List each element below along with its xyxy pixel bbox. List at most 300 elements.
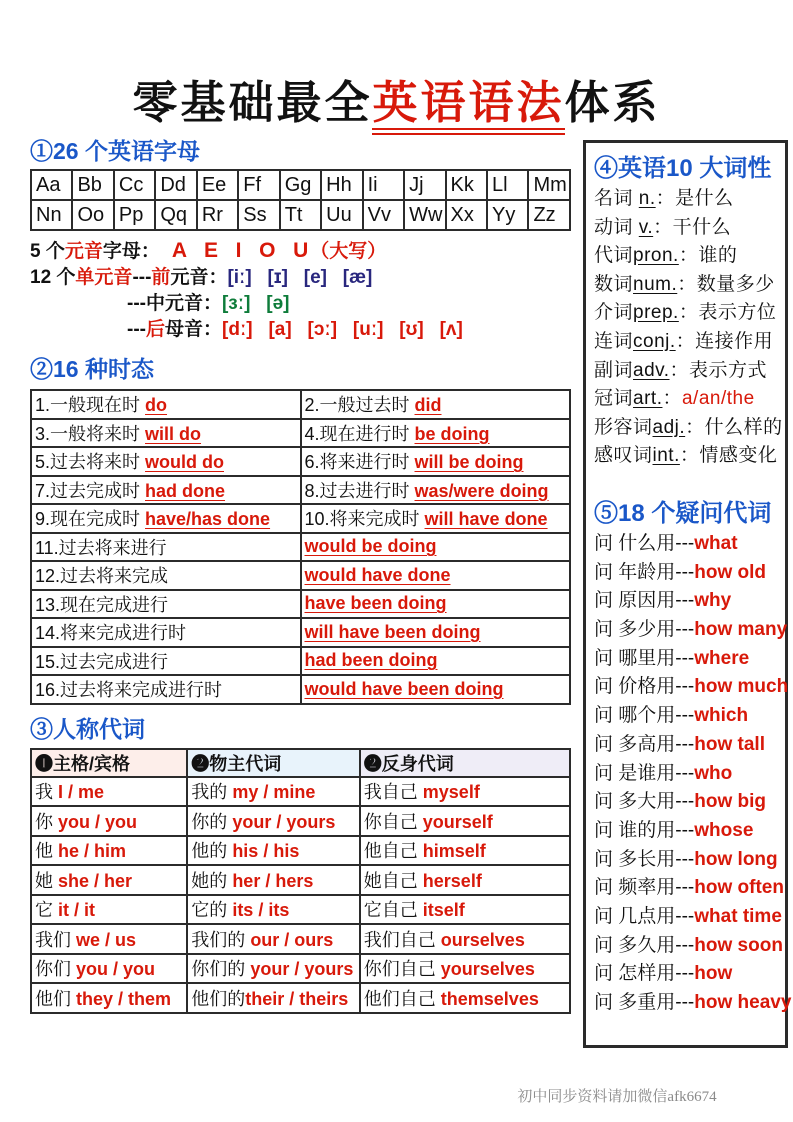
pronoun-zh: 他们自己: [363, 988, 441, 1009]
q-zh: 问 多长用---: [594, 848, 695, 870]
pronoun-en: itself: [422, 900, 465, 921]
list-item: [594, 645, 781, 674]
pronoun-en: his / his: [232, 841, 300, 862]
pronoun-en: yourself: [422, 811, 493, 832]
table-row: [31, 983, 570, 1013]
list-item: [594, 530, 781, 559]
list-item: [594, 846, 781, 875]
alphabet-cell: Xx: [446, 200, 487, 230]
pronoun-en: themselves: [440, 988, 539, 1009]
table-row: [31, 533, 570, 562]
pronoun-cell: [31, 806, 187, 836]
table-row: [31, 924, 570, 954]
alphabet-cell: Jj: [404, 170, 445, 200]
table-row: [31, 895, 570, 925]
alphabet-cell: Bb: [72, 170, 113, 200]
pos-zh: 名词: [594, 188, 639, 209]
pronoun-en: ourselves: [440, 929, 525, 950]
pronoun-zh: 她的: [191, 870, 233, 891]
pronoun-header-subject: ❶主格/宾格: [31, 749, 187, 777]
tense-form: had done: [145, 480, 226, 501]
pronoun-cell: [360, 806, 570, 836]
pos-abbr: num.: [633, 273, 678, 295]
pos-abbr: pron.: [633, 245, 679, 267]
list-item: [594, 731, 781, 760]
q-en: how often: [694, 877, 784, 899]
list-item: [594, 214, 781, 243]
back-vowel-sounds: [dː] [a] [ɔː] [uː] [ʊ] [ʌ]: [222, 319, 463, 340]
q-en: how big: [694, 791, 767, 813]
list-item: [594, 903, 781, 932]
vowel-label: 字母：: [102, 241, 160, 262]
pos-abbr: adv.: [633, 359, 670, 381]
q-en: how old: [694, 561, 767, 583]
pronoun-en: I / me: [58, 782, 105, 803]
pronoun-cell: [360, 777, 570, 807]
alphabet-row-2: [31, 200, 570, 230]
monophthong-front-line: [30, 265, 571, 291]
front-label: 元音：: [170, 267, 228, 288]
alphabet-cell: Mm: [528, 170, 570, 200]
q-zh: 问 什么用---: [594, 532, 695, 554]
tense-label: 1.一般现在时: [35, 395, 146, 416]
tense-form: will do: [145, 423, 202, 444]
list-item: [594, 299, 781, 328]
pronoun-cell: [360, 865, 570, 895]
pos-desc: ：是什么: [655, 188, 734, 209]
tense-label: 14.将来完成进行时: [35, 623, 187, 644]
pos-desc: ：谁的: [678, 245, 738, 267]
tense-cell: [301, 504, 571, 533]
table-row: [31, 954, 570, 984]
q-en: why: [694, 590, 732, 612]
pronoun-zh: 它自己: [363, 900, 423, 921]
q-en: whose: [694, 819, 754, 841]
tense-form: be doing: [414, 423, 490, 444]
tense-form: had been doing: [304, 650, 438, 671]
pos-abbr: int.: [652, 445, 680, 467]
tense-form: would do: [145, 452, 224, 473]
q-zh: 问 多重用---: [594, 992, 695, 1014]
pronoun-zh: 你: [35, 811, 59, 832]
mid-vowel-sounds: [ɜː] [ə]: [221, 293, 290, 314]
alphabet-cell: Ff: [238, 170, 279, 200]
tense-cell: [301, 476, 571, 505]
pronoun-en: they / them: [76, 988, 172, 1009]
alphabet-cell: Ee: [197, 170, 238, 200]
pos-desc: ：连接作用: [675, 330, 774, 352]
pos-zh: 形容词: [594, 416, 653, 438]
q-zh: 问 多少用---: [594, 619, 695, 641]
tense-cell: [31, 504, 301, 533]
q-zh: 问 是谁用---: [594, 762, 695, 784]
alphabet-cell: Tt: [280, 200, 321, 230]
list-item: [594, 271, 781, 300]
tense-label: 16.过去将来完成进行时: [35, 680, 223, 701]
pronoun-cell: [31, 983, 187, 1013]
tense-cell: [301, 447, 571, 476]
pronoun-en: it / it: [58, 900, 96, 921]
tense-form: will be doing: [414, 452, 524, 473]
pos-abbr: n.: [638, 188, 656, 209]
q-zh: 问 年龄用---: [594, 561, 695, 583]
q-en: who: [694, 762, 733, 784]
q-en: which: [694, 705, 749, 727]
tense-form: did: [414, 395, 442, 416]
tense-form: will have done: [424, 509, 548, 530]
q-en: how much: [694, 676, 789, 698]
table-row: [31, 777, 570, 807]
pronoun-header-row: [31, 749, 570, 777]
q-zh: 问 谁的用---: [594, 819, 695, 841]
tense-cell: [301, 419, 571, 448]
q-zh: 问 哪个用---: [594, 705, 695, 727]
pronoun-cell: [31, 924, 187, 954]
pos-zh: 连词: [594, 330, 634, 352]
vowel-paren: （大写）: [310, 241, 387, 262]
pronoun-cell: [360, 983, 570, 1013]
tense-table: [30, 389, 571, 705]
alphabet-cell: Pp: [114, 200, 155, 230]
pronoun-table: [30, 748, 571, 1014]
sidebar: [583, 140, 792, 1048]
pronoun-en: my / mine: [232, 782, 316, 803]
pronoun-cell: [360, 895, 570, 925]
tense-form: have been doing: [304, 593, 447, 614]
pronoun-zh: 她: [35, 870, 59, 891]
mono-count: 12 个: [30, 267, 76, 288]
pronoun-cell: [187, 983, 359, 1013]
q-en: how long: [694, 848, 778, 870]
list-item: [594, 559, 781, 588]
pronoun-zh: 他自己: [363, 841, 423, 862]
vowel-letters-line: [30, 238, 571, 265]
tense-label: 10.将来完成时: [304, 509, 425, 530]
pronoun-en: you / you: [76, 959, 156, 980]
pronoun-en: yourselves: [440, 959, 535, 980]
pronoun-cell: [31, 836, 187, 866]
pronoun-cell: [187, 836, 359, 866]
list-item: [594, 788, 781, 817]
table-row: [31, 836, 570, 866]
title-highlight: 英语语法: [372, 78, 564, 135]
pronoun-zh: 我的: [191, 782, 233, 803]
alphabet-cell: Ii: [363, 170, 404, 200]
pronoun-en: her / hers: [232, 870, 314, 891]
monophthong-back-line: [30, 317, 571, 343]
q-en: how: [694, 963, 733, 985]
list-item: [594, 673, 789, 702]
pos-desc: ：情感变化: [679, 445, 778, 467]
mid-label: ---中元音：: [127, 293, 222, 314]
tense-form: would be doing: [304, 536, 437, 557]
pronoun-zh: 你自己: [363, 811, 423, 832]
table-row: [31, 618, 570, 647]
list-item: [594, 616, 788, 645]
pronoun-cell: [360, 954, 570, 984]
pronoun-cell: [187, 954, 359, 984]
pronoun-cell: [31, 865, 187, 895]
alphabet-cell: Kk: [446, 170, 487, 200]
q-zh: 问 多大用---: [594, 791, 695, 813]
pronoun-cell: [360, 924, 570, 954]
pos-zh: 数词: [594, 273, 634, 295]
alphabet-cell: Ss: [238, 200, 279, 230]
list-item: [594, 328, 781, 357]
tense-cell: [31, 533, 301, 562]
tense-label: 5.过去将来时: [35, 452, 146, 473]
tense-cell: [31, 419, 301, 448]
tense-cell: [301, 590, 571, 619]
pronoun-cell: [187, 865, 359, 895]
pronoun-zh: 你们: [35, 959, 77, 980]
table-row: [31, 675, 570, 704]
pos-zh: 副词: [594, 359, 634, 381]
list-item: [594, 385, 781, 414]
main-column: [30, 136, 571, 1014]
pronoun-en: he / him: [58, 841, 127, 862]
pronoun-zh: 我们的: [191, 929, 251, 950]
list-item: [594, 242, 781, 271]
tense-cell: [31, 476, 301, 505]
page-title: [0, 66, 793, 131]
alphabet-table: [30, 169, 571, 231]
pronoun-en: its / its: [232, 900, 290, 921]
pronoun-en: herself: [422, 870, 482, 891]
pronoun-zh: 他的: [191, 841, 233, 862]
list-item: [594, 874, 784, 903]
alphabet-cell: Hh: [321, 170, 362, 200]
list-item: [594, 357, 781, 386]
alphabet-cell: Vv: [363, 200, 404, 230]
back-label: 母音：: [165, 319, 223, 340]
tense-form: would have been doing: [304, 678, 504, 699]
pronoun-zh: 它的: [191, 900, 233, 921]
pronoun-cell: [187, 777, 359, 807]
q-zh: 问 哪里用---: [594, 647, 695, 669]
tense-label: 11.过去将来进行: [35, 537, 167, 558]
pronoun-zh: 你们的: [191, 959, 251, 980]
tense-cell: [301, 675, 571, 704]
back-dashes: ---: [127, 319, 146, 340]
list-item: [594, 185, 781, 214]
pos-zh: 代词: [594, 245, 634, 267]
vowel-count: 5 个: [30, 241, 65, 262]
pos-desc: ：什么样的: [685, 416, 783, 438]
tense-cell: [31, 618, 301, 647]
pos-red: a/an/the: [681, 388, 755, 410]
pronoun-zh: 他们的: [191, 988, 246, 1009]
q-zh: 问 原因用---: [594, 590, 695, 612]
pronoun-header-reflexive: ❷反身代词: [360, 749, 570, 777]
pos-zh: 感叹词: [594, 445, 653, 467]
pronoun-cell: [31, 954, 187, 984]
tense-cell: [31, 675, 301, 704]
q-zh: 问 多久用---: [594, 934, 695, 956]
q-en: how heavy: [694, 992, 792, 1014]
list-item: [594, 702, 781, 731]
tense-label: 13.现在完成进行: [35, 594, 169, 615]
tense-label: 4.现在进行时: [304, 423, 415, 444]
section-question-words-heading: ⑤18 个疑问代词: [594, 499, 772, 527]
tense-cell: [301, 390, 571, 419]
tense-label: 6.将来进行时: [304, 452, 415, 473]
pos-desc: ：表示方式: [669, 359, 768, 381]
list-item: [594, 932, 781, 961]
pos-desc: ：: [662, 388, 682, 410]
pronoun-zh: 它: [35, 900, 59, 921]
tense-cell: [31, 447, 301, 476]
list-item: [594, 960, 781, 989]
tense-cell: [31, 647, 301, 676]
alphabet-cell: Cc: [114, 170, 155, 200]
front-vowel-sounds: [iː] [ɪ] [e] [æ]: [227, 267, 373, 288]
pronoun-en: himself: [422, 841, 486, 862]
alphabet-cell: Nn: [31, 200, 72, 230]
q-zh: 问 频率用---: [594, 877, 695, 899]
q-en: what: [694, 532, 738, 554]
pronoun-cell: [31, 895, 187, 925]
q-en: where: [694, 647, 750, 669]
pos-desc: ：表示方位: [678, 302, 777, 324]
alphabet-cell: Gg: [280, 170, 321, 200]
title-suffix: 体系: [564, 78, 661, 128]
alphabet-cell: Aa: [31, 170, 72, 200]
front-char: 前: [151, 267, 171, 288]
tense-label: 15.过去完成进行: [35, 651, 169, 672]
pos-abbr: conj.: [633, 330, 676, 352]
table-row: [31, 447, 570, 476]
tense-cell: [301, 561, 571, 590]
pronoun-cell: [187, 806, 359, 836]
pronoun-zh: 我们: [35, 929, 77, 950]
pronoun-en: she / her: [58, 870, 133, 891]
mono-dashes: ---: [132, 267, 152, 288]
q-zh: 问 怎样用---: [594, 963, 695, 985]
section-pronouns-heading: ③人称代词: [30, 715, 145, 742]
alphabet-row-1: [31, 170, 570, 200]
tense-label: 3.一般将来时: [35, 423, 146, 444]
tense-cell: [31, 590, 301, 619]
section-pos-heading: ④英语10 大词性: [594, 155, 772, 182]
tense-form: was/were doing: [414, 480, 549, 501]
footer-watermark: 初中同步资料请加微信afk6674: [517, 1089, 717, 1105]
pronoun-en: your / yours: [250, 959, 354, 980]
alphabet-cell: Qq: [155, 200, 196, 230]
pronoun-cell: [31, 777, 187, 807]
list-item: [594, 587, 781, 616]
q-zh: 问 价格用---: [594, 676, 695, 698]
tense-cell: [31, 561, 301, 590]
q-en: how tall: [694, 733, 765, 755]
table-row: [31, 561, 570, 590]
pronoun-zh: 我们自己: [363, 929, 441, 950]
mono-term: 单元音: [75, 267, 133, 288]
pos-desc: ：干什么: [653, 216, 732, 238]
table-row: [31, 390, 570, 419]
tense-cell: [301, 647, 571, 676]
list-item: [594, 817, 781, 846]
pos-zh: 动词: [594, 216, 639, 238]
pronoun-en: our / ours: [250, 929, 334, 950]
list-item: [594, 442, 781, 471]
alphabet-cell: Rr: [197, 200, 238, 230]
vowel-letters: A E I O U: [171, 239, 311, 262]
tense-label: 9.现在完成时: [35, 509, 146, 530]
tense-label: 7.过去完成时: [35, 480, 146, 501]
list-item: [594, 414, 781, 443]
alphabet-cell: Yy: [487, 200, 528, 230]
pos-abbr: adj.: [652, 416, 686, 438]
q-en: what time: [694, 906, 782, 928]
pronoun-zh: 她自己: [363, 870, 423, 891]
pronoun-zh: 你的: [191, 811, 233, 832]
alphabet-cell: Oo: [72, 200, 113, 230]
tense-cell: [301, 618, 571, 647]
pronoun-en: their / theirs: [245, 988, 349, 1009]
table-row: [31, 647, 570, 676]
tense-label: 12.过去将来完成: [35, 566, 169, 587]
pos-abbr: prep.: [633, 302, 679, 324]
pos-desc: ：数量多少: [677, 273, 775, 295]
tense-label: 8.过去进行时: [304, 480, 415, 501]
pronoun-cell: [360, 836, 570, 866]
pronoun-zh: 我自己: [363, 782, 423, 803]
q-en: how many: [694, 619, 788, 641]
pos-abbr: art.: [633, 388, 663, 410]
tense-form: do: [145, 395, 168, 416]
tense-cell: [301, 533, 571, 562]
title-prefix: 零基础最全: [132, 78, 373, 128]
tense-form: would have done: [304, 564, 451, 585]
alphabet-cell: Ww: [404, 200, 445, 230]
table-row: [31, 419, 570, 448]
q-en: how soon: [694, 934, 783, 956]
table-row: [31, 865, 570, 895]
pronoun-cell: [187, 895, 359, 925]
q-zh: 问 几点用---: [594, 906, 695, 928]
section-alphabet-heading: ①26 个英语字母: [30, 138, 200, 164]
pronoun-en: your / yours: [232, 811, 336, 832]
pronoun-en: we / us: [76, 929, 137, 950]
tense-label: 2.一般过去时: [304, 395, 415, 416]
table-row: [31, 504, 570, 533]
table-row: [31, 476, 570, 505]
alphabet-cell: Zz: [528, 200, 570, 230]
alphabet-cell: Uu: [321, 200, 362, 230]
pronoun-en: you / you: [58, 811, 138, 832]
pronoun-zh: 他: [35, 841, 59, 862]
pronoun-cell: [187, 924, 359, 954]
tense-form: will have been doing: [304, 621, 481, 642]
tense-form: have/has done: [145, 509, 271, 530]
pos-zh: 冠词: [594, 388, 634, 410]
pronoun-header-possessive: ❷物主代词: [187, 749, 359, 777]
back-char: 后: [145, 319, 165, 340]
vowel-term: 元音: [64, 241, 103, 262]
alphabet-cell: Ll: [487, 170, 528, 200]
tense-cell: [31, 390, 301, 419]
pronoun-zh: 他们: [35, 988, 77, 1009]
monophthong-mid-line: [30, 291, 571, 317]
q-zh: 问 多高用---: [594, 733, 695, 755]
pronoun-en: myself: [422, 782, 480, 803]
list-item: [594, 989, 792, 1018]
list-item: [594, 760, 781, 789]
section-tenses-heading: ②16 种时态: [30, 356, 154, 382]
pronoun-zh: 我: [35, 782, 59, 803]
alphabet-cell: Dd: [155, 170, 196, 200]
